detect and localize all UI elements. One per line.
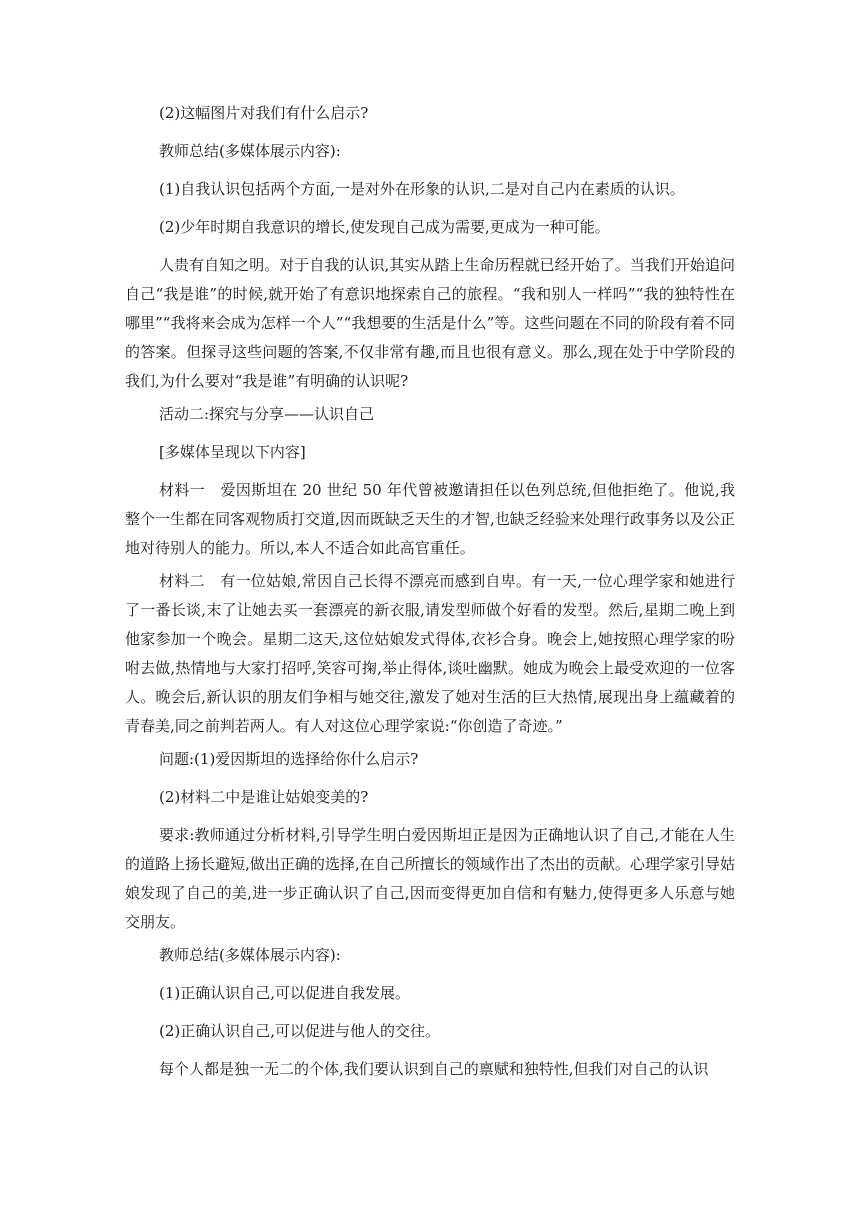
teacher-summary-heading: 教师总结(多媒体展示内容): [159,946,341,964]
summary-point: (2)正确认识自己,可以促进与他人的交往。 [159,1022,441,1040]
activity-heading: 活动二:探究与分享——认识自己 [159,405,375,423]
question-two: (2)材料二中是谁让姑娘变美的? [159,788,369,806]
summary-point: (1)自我认识包括两个方面,一是对外在形象的认识,二是对自己内在素质的认识。 [159,180,685,198]
requirement-paragraph: 要求:教师通过分析材料,引导学生明白爱因斯坦正是因为正确地认识了自己,才能在人生的道路上扬长避短,做出正确的选择,在自己所擅长的领域作出了杰出的贡献。心理学家引导姑娘发现了自己的美,进一步正确认识了自己,因而变得更加自信和有魅力,使得更多人乐意与她交朋友。 [125,826,735,931]
paragraph-self-knowledge: 人贵有自知之明。对于自我的认识,其实从踏上生命历程就已经开始了。当我们开始追问自己“我是谁”的时候,就开始了有意识地探索自己的旅程。“我和别人一样吗”“我的独特性在哪里”“我将来会成为怎样一个人”“我想要的生活是什么”等。这些问题在不同的阶段有着不同的答案。但探寻这些问题的答案,不仅非常有趣,而且也很有意义。那么,现在处于中学阶段的我们,为什么要对“我是谁”有明确的认识呢? [125,256,735,390]
summary-point: (1)正确认识自己,可以促进自我发展。 [159,984,411,1002]
question-insight: (2)这幅图片对我们有什么启示? [159,104,369,122]
teacher-summary-heading: 教师总结(多媒体展示内容): [159,142,341,160]
summary-point: (2)少年时期自我意识的增长,使发现自己成为需要,更成为一种可能。 [159,218,610,236]
question-one: 问题:(1)爱因斯坦的选择给你什么启示? [159,750,419,768]
paragraph-unique: 每个人都是独一无二的个体,我们要认识到自己的禀赋和独特性,但我们对自己的认识 [159,1060,709,1078]
multimedia-note: [多媒体呈现以下内容] [159,443,306,461]
document-body [125,104,735,1093]
material-one: 材料一 爱因斯坦在 20 世纪 50 年代曾被邀请担任以色列总统,但他拒绝了。他说,我整个一生都在同客观物质打交道,因而既缺乏天生的才智,也缺乏经验来处理行政事务以及公正地对待别人的能力。所以,本人不适合如此高官重任。 [125,481,735,557]
material-two: 材料二 有一位姑娘,常因自己长得不漂亮而感到自卑。有一天,一位心理学家和她进行了一番长谈,末了让她去买一套漂亮的新衣服,请发型师做个好看的发型。然后,星期二晚上到他家参加一个晚会。星期二这天,这位姑娘发式得体,衣衫合身。晚会上,她按照心理学家的吩咐去做,热情地与大家打招呼,笑容可掬,举止得体,谈吐幽默。她成为晚会上最受欢迎的一位客人。晚会后,新认识的朋友们争相与她交往,激发了她对生活的巨大热情,展现出身上蕴藏着的青春美,同之前判若两人。有人对这位心理学家说:“你创造了奇迹。” [125,572,735,735]
